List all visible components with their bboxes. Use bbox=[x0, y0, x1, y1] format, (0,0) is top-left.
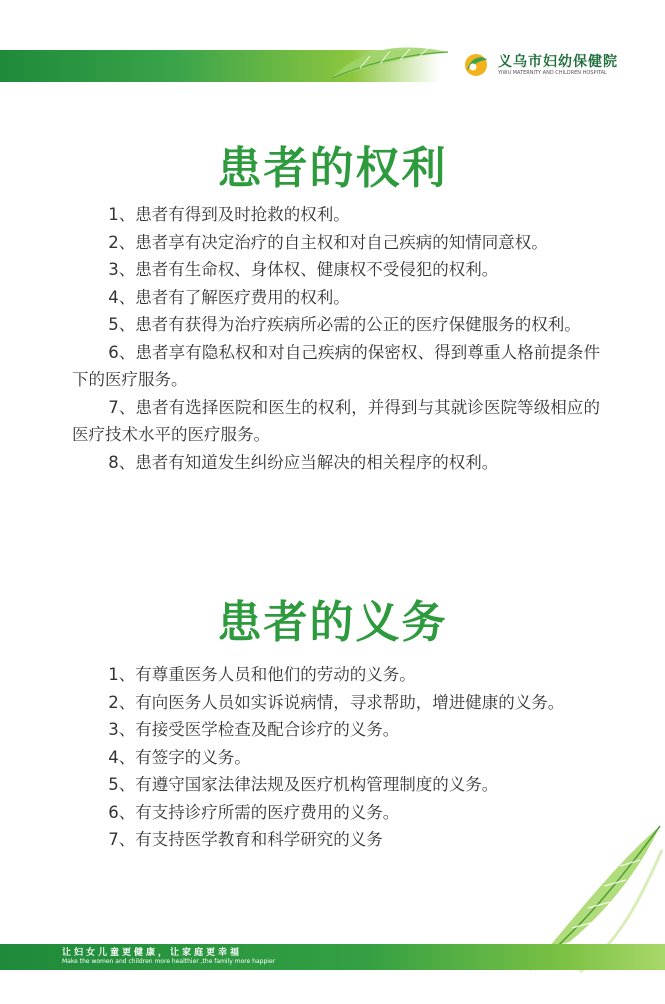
duties-item-1: 1、有尊重医务人员和他们的劳动的义务。 bbox=[108, 665, 416, 684]
rights-title: 患者的权利 bbox=[217, 143, 448, 194]
rights-item-4: 4、患者有了解医疗费用的权利。 bbox=[108, 287, 350, 307]
duties-item-5: 5、有遵守国家法律法规及医疗机构管理制度的义务。 bbox=[108, 775, 499, 794]
rights-item-8: 8、患者有知道发生纠纷应当解决的相关程序的权利。 bbox=[108, 452, 499, 472]
footer-slogan-en: Make the women and children more healthier ,the family more happier bbox=[62, 958, 276, 965]
duties-title: 患者的义务 bbox=[217, 597, 448, 648]
rights-item-5: 5、患者有获得为治疗疾病所必需的公正的医疗保健服务的权利。 bbox=[108, 315, 581, 334]
hospital-name: 义乌市妇幼保健院 bbox=[498, 54, 618, 70]
rights-item-6: 6、患者享有隐私权和对自己疾病的保密权、得到尊重人格前提条件下的医疗服务。 bbox=[72, 342, 600, 389]
hospital-name-en: YIWU MATERNITY AND CHILDREN HOSPITAL bbox=[498, 70, 607, 76]
rights-item-3: 3、患者有生命权、身体权、健康权不受侵犯的权利。 bbox=[108, 260, 499, 279]
rights-item-2: 2、患者享有决定治疗的自主权和对自己疾病的知情同意权。 bbox=[108, 232, 548, 252]
rights-list bbox=[72, 201, 600, 476]
duties-item-2: 2、有向医务人员如实诉说病情，寻求帮助，增进健康的义务。 bbox=[108, 692, 565, 712]
footer-band bbox=[0, 944, 665, 970]
footer-slogan: 让妇女儿童更健康，让家庭更幸福 bbox=[62, 948, 243, 958]
hospital-logo bbox=[462, 50, 652, 80]
duties-item-6: 6、有支持诊疗所需的医疗费用的义务。 bbox=[108, 802, 400, 822]
duties-item-4: 4、有签字的义务。 bbox=[108, 747, 251, 767]
rights-item-7: 7、患者有选择医院和医生的权利，并得到与其就诊医院等级相应的医疗技术水平的医疗服务。 bbox=[72, 397, 600, 444]
duties-item-7: 7、有支持医学教育和科学研究的义务 bbox=[108, 830, 383, 849]
logo-mark-icon bbox=[462, 52, 490, 78]
duties-item-3: 3、有接受医学检查及配合诊疗的义务。 bbox=[108, 720, 400, 739]
leaf-decoration-icon bbox=[330, 38, 450, 86]
rights-item-1: 1、患者有得到及时抢救的权利。 bbox=[108, 205, 350, 224]
